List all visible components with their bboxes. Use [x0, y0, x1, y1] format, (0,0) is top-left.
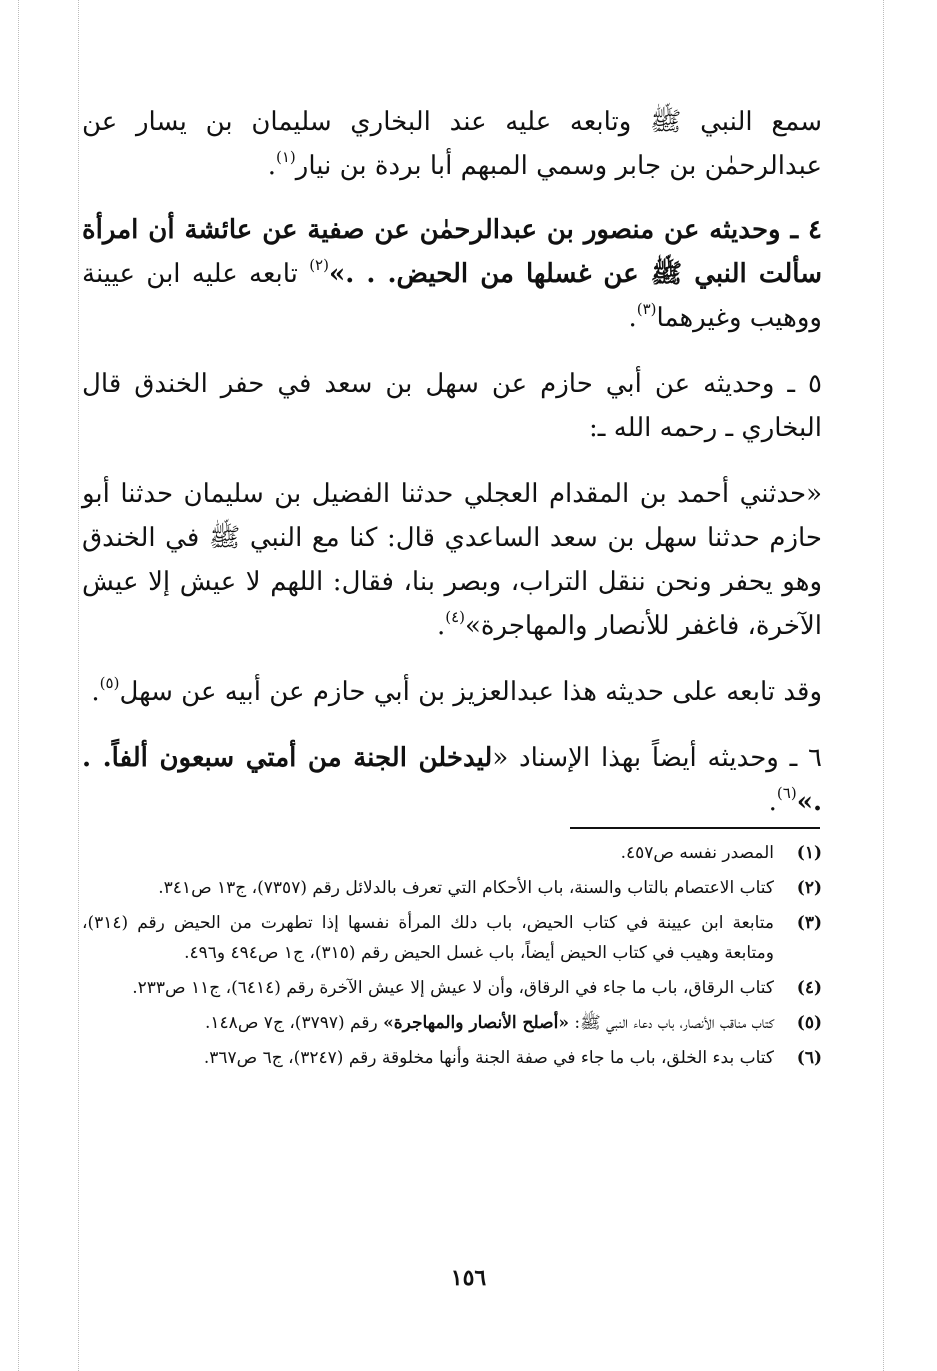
- footnote-5: (٥) كتاب مناقب الأنصار، باب دعاء النبي ﷺ: «أصلح الأنصار والمهاجرة» رقم (٣٧٩٧)، ج٧ ص١٤٨.: [205, 1013, 822, 1033]
- page-number: ١٥٦: [450, 1265, 487, 1291]
- footnote-separator: [570, 827, 820, 829]
- footnote-marker-3: (٣): [636, 300, 657, 318]
- footnote-2: (٢) كتاب الاعتصام بالتاب والسنة، باب الأحكام التي تعرف بالدلائل رقم (٧٣٥٧)، ج١٣ ص٣٤١.: [158, 878, 822, 898]
- footnote-4: (٤) كتاب الرقاق، باب ما جاء في الرقاق، وأن لا عيش إلا عيش الآخرة رقم (٦٤١٤)، ج١١ ص٢٣٣.: [132, 978, 822, 998]
- footnotes: [82, 838, 822, 1078]
- paragraph-6: ٦ ـ وحديثه أيضاً بهذا الإسناد «ليدخلن الجنة من أمتي سبعون ألفاً. . .»$^{(٦)}$.: [82, 743, 822, 817]
- paragraph-2: ٤ ـ وحديثه عن منصور بن عبدالرحمٰن عن صفية عن عائشة أن امرأة سألت النبي ﷺ عن غسلها من الحيض. . .»$^{(٢)}$ تابعه عليه ابن عيينة ووهيب وغيرهما$^{(٣)}$.: [82, 215, 822, 333]
- paragraph-1: سمع النبي ﷺ وتابعه عليه عند البخاري سليمان بن يسار عن عبدالرحمٰن بن جابر وسمي المبهم أبا بردة بن نيار$^{(١)}$.: [82, 107, 822, 181]
- bold-hadith-text: ليدخلن الجنة من أمتي سبعون ألفاً. . .»: [82, 743, 822, 817]
- footnote-marker-5: (٥): [99, 674, 120, 692]
- scan-edge-right: [883, 0, 884, 1371]
- scan-edge-left: [18, 0, 19, 1371]
- footnote-6: (٦) كتاب بدء الخلق، باب ما جاء في صفة الجنة وأنها مخلوقة رقم (٣٢٤٧)، ج٦ ص٣٦٧.: [203, 1048, 822, 1068]
- scan-edge-inner: [78, 0, 79, 1371]
- footnote-marker-6: (٦): [776, 784, 797, 802]
- footnote-marker-2: (٢): [309, 256, 329, 274]
- footnote-3: (٣) متابعة ابن عيينة في كتاب الحيض، باب دلك المرأة نفسها إذا تطهرت من الحيض رقم (٣١٤)، ومتابعة وهيب في كتاب الحيض أيضاً، باب غسل الحيض رقم (٣١٥)، ج١ ص٤٩٤ و٤٩٦.: [82, 913, 822, 963]
- main-text: [82, 100, 822, 846]
- footnote-marker-1: (١): [275, 148, 296, 166]
- paragraph-5: وقد تابعه على حديثه هذا عبدالعزيز بن أبي حازم عن أبيه عن سهل$^{(٥)}$.: [91, 674, 822, 707]
- paragraph-3: ٥ ـ وحديثه عن أبي حازم عن سهل بن سعد في حفر الخندق قال البخاري ـ رحمه الله ـ:: [82, 369, 822, 443]
- paragraph-4: «حدثني أحمد بن المقدام العجلي حدثنا الفضيل بن سليمان حدثنا أبو حازم حدثنا سهل بن سعد الساعدي قال: كنا مع النبي ﷺ في الخندق وهو يحفر ونحن ننقل التراب، وبصر بنا، فقال: اللهم لا عيش إلا عيش الآخرة، فاغفر للأنصار والمهاجرة»$^{(٤)}$.: [82, 479, 822, 641]
- footnote-marker-4: (٤): [445, 608, 465, 626]
- footnote-1: (١) المصدر نفسه ص٤٥٧.: [620, 843, 822, 863]
